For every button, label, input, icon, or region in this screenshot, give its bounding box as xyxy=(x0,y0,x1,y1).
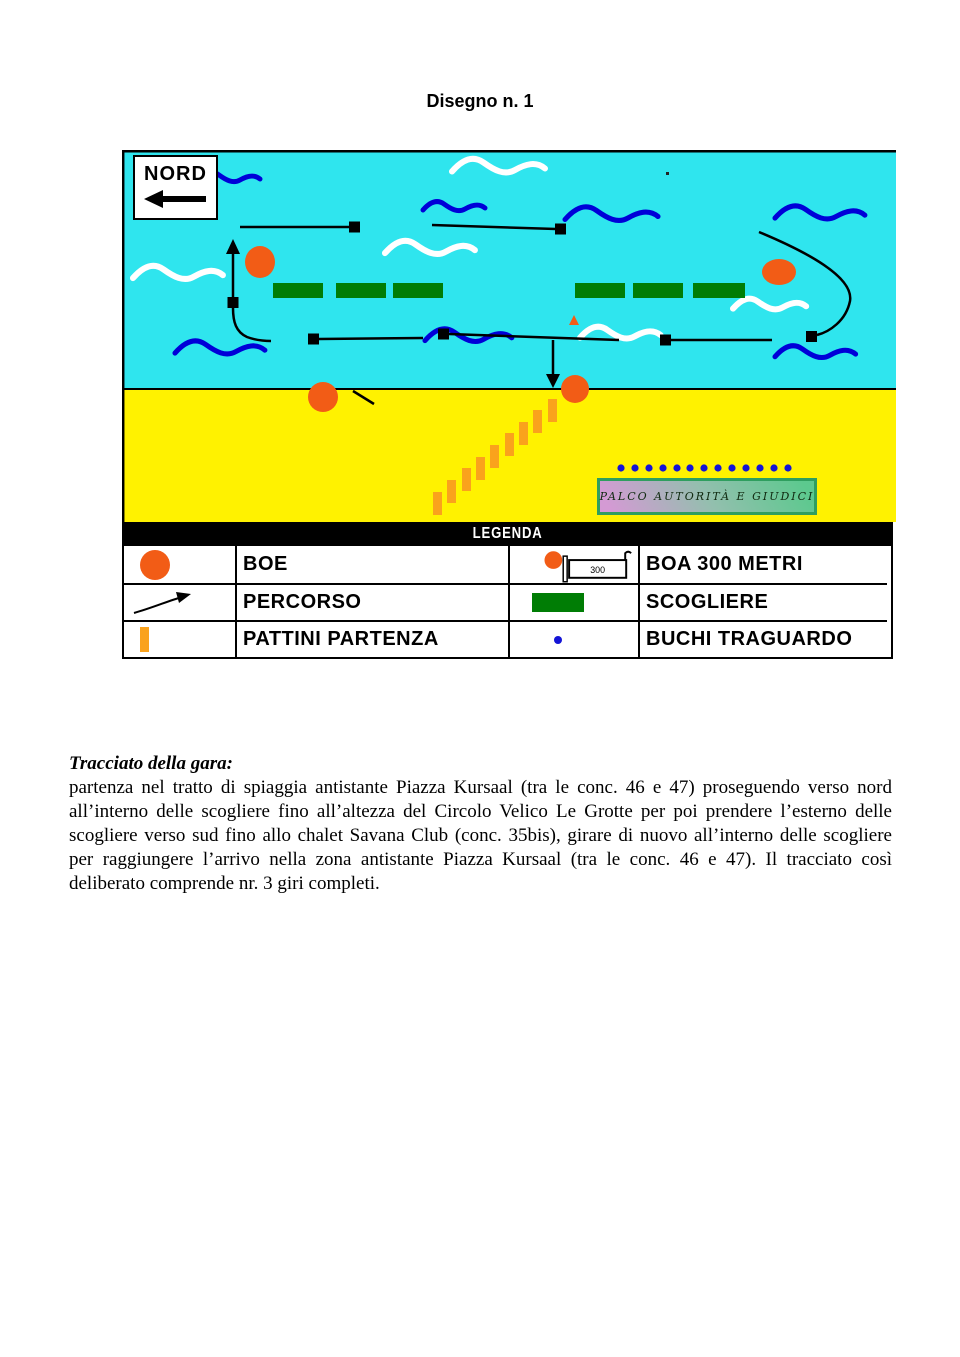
legend-icon-cell xyxy=(124,583,235,620)
north-label: NORD xyxy=(144,163,207,185)
legend-label-cell xyxy=(638,546,887,583)
judges-stand xyxy=(597,478,817,515)
reef-rect-icon xyxy=(532,593,584,612)
legend-label: SCOGLIERE xyxy=(646,591,769,613)
legend-label: BUCHI TRAGUARDO xyxy=(646,628,853,650)
description-paragraph: partenza nel tratto di spiaggia antistante Piazza Kursaal (tra le conc. 46 e 47) proseguendo verso nord all’interno delle scogliere fino all’altezza del Circolo Velico Le Grotte per poi prendere l’esterno delle scogliere verso sud fino allo chalet Savana Club (conc. 35bis), girare di nuovo all’interno delle scogliere per raggiungere l’arrivo nella zona antistante Piazza Kursaal (tra le conc. 46 e 47). Il tracciato così deliberato comprende nr. 3 giri completi. xyxy=(69,777,892,894)
legend-icon-cell xyxy=(508,620,638,657)
legend-label: BOE xyxy=(243,553,288,575)
boa-300-flag-icon xyxy=(514,547,638,583)
race-course-description xyxy=(69,752,892,896)
buoy xyxy=(762,259,796,285)
buoy xyxy=(245,246,275,278)
legend-title: LEGENDA xyxy=(472,525,543,542)
legend-label-cell xyxy=(235,583,508,620)
page-title: Disegno n. 1 xyxy=(426,91,534,111)
legend-label: BOA 300 METRI xyxy=(646,553,803,575)
legend-label-cell xyxy=(235,620,508,657)
legend-label-cell xyxy=(235,546,508,583)
judges-stand-label: PALCO AUTORITÀ E GIUDICI xyxy=(599,490,815,503)
buoy xyxy=(308,382,338,412)
legend-label: PERCORSO xyxy=(243,591,362,613)
start-skate-icon xyxy=(140,627,149,652)
speck xyxy=(666,172,669,175)
legend-table xyxy=(122,546,893,659)
legend-icon-cell xyxy=(124,546,235,583)
legend-label: PATTINI PARTENZA xyxy=(243,628,439,650)
finish-hole-icon xyxy=(554,636,562,644)
legend-label-cell xyxy=(638,620,887,657)
course-map-graphic xyxy=(122,150,896,522)
north-indicator xyxy=(133,155,218,220)
legend-icon-cell xyxy=(124,620,235,657)
buoy-ellipse-icon xyxy=(140,550,170,580)
legend xyxy=(122,522,893,659)
legend-header-bar xyxy=(122,522,893,546)
legend-label-cell xyxy=(638,583,887,620)
north-arrow-icon xyxy=(144,188,208,210)
course-arrow-icon xyxy=(132,590,194,616)
legend-icon-cell xyxy=(508,546,638,583)
buoy xyxy=(561,375,589,403)
description-heading: Tracciato della gara: xyxy=(69,753,233,774)
course-map xyxy=(122,150,896,522)
boa-300-flag-text: 300 xyxy=(590,564,606,575)
legend-icon-cell xyxy=(508,583,638,620)
